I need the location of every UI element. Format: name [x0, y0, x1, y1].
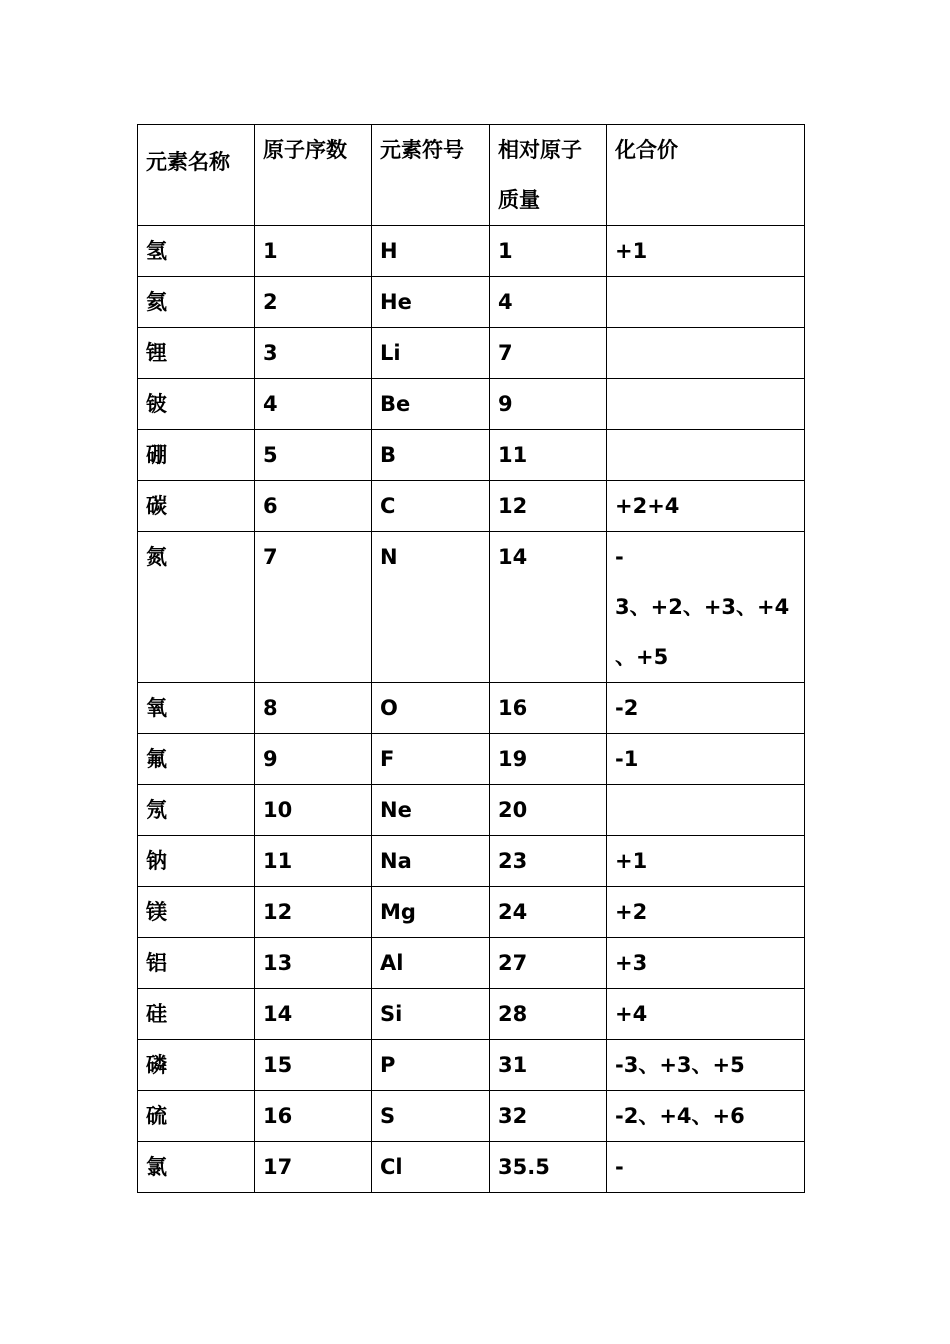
cell-relative-atomic-mass-text: 12 [498, 494, 528, 518]
header-valence [607, 125, 805, 226]
cell-element-name [138, 785, 255, 836]
cell-element-symbol-text: Be [380, 392, 411, 416]
cell-valence-text: +1 [615, 239, 648, 263]
cell-valence [607, 989, 805, 1040]
cell-valence-text [615, 379, 796, 429]
cell-element-name [138, 938, 255, 989]
header-element-symbol [372, 125, 490, 226]
cell-valence-text: -1 [615, 747, 639, 771]
cell-relative-atomic-mass-text: 27 [498, 951, 528, 975]
cell-element-symbol-text: Mg [380, 900, 416, 924]
cell-relative-atomic-mass [490, 328, 607, 379]
cell-element-symbol [372, 277, 490, 328]
cell-atomic-number [255, 430, 372, 481]
cell-valence [607, 532, 805, 683]
cell-element-name-text: 氖 [146, 798, 167, 822]
cell-relative-atomic-mass-text: 31 [498, 1053, 528, 1077]
cell-element-name-text: 氟 [146, 747, 167, 771]
cell-relative-atomic-mass-text: 7 [498, 341, 513, 365]
cell-atomic-number [255, 328, 372, 379]
cell-valence [607, 785, 805, 836]
cell-valence-line: 、+5 [615, 645, 669, 669]
cell-valence [607, 430, 805, 481]
table-body [138, 226, 805, 1193]
cell-relative-atomic-mass [490, 226, 607, 277]
cell-element-symbol [372, 226, 490, 277]
table-row [138, 1040, 805, 1091]
cell-atomic-number [255, 683, 372, 734]
cell-valence [607, 938, 805, 989]
cell-valence-text: -3、+3、+5 [615, 1053, 745, 1077]
table-row [138, 1142, 805, 1193]
table-row [138, 481, 805, 532]
cell-valence [607, 226, 805, 277]
cell-atomic-number-text: 11 [263, 849, 293, 873]
cell-element-name [138, 836, 255, 887]
cell-atomic-number [255, 481, 372, 532]
cell-element-symbol-text: N [380, 545, 398, 569]
cell-element-name-text: 硫 [146, 1104, 167, 1128]
cell-relative-atomic-mass [490, 836, 607, 887]
element-table [137, 124, 805, 1193]
cell-valence-text: +4 [615, 1002, 648, 1026]
table-row [138, 989, 805, 1040]
cell-element-symbol [372, 1040, 490, 1091]
cell-element-name [138, 887, 255, 938]
table-row [138, 532, 805, 683]
cell-element-name [138, 226, 255, 277]
cell-relative-atomic-mass [490, 379, 607, 430]
cell-element-symbol [372, 430, 490, 481]
table-row [138, 887, 805, 938]
cell-element-symbol [372, 887, 490, 938]
cell-atomic-number-text: 3 [263, 341, 278, 365]
cell-valence-text: +3 [615, 951, 648, 975]
cell-atomic-number-text: 17 [263, 1155, 293, 1179]
cell-atomic-number [255, 277, 372, 328]
cell-element-name [138, 683, 255, 734]
cell-valence [607, 836, 805, 887]
cell-relative-atomic-mass [490, 989, 607, 1040]
cell-relative-atomic-mass-text: 14 [498, 545, 528, 569]
table-row [138, 277, 805, 328]
cell-element-symbol [372, 785, 490, 836]
cell-element-symbol-text: H [380, 239, 398, 263]
cell-relative-atomic-mass-text: 11 [498, 443, 528, 467]
cell-valence [607, 1142, 805, 1193]
cell-element-name-text: 硼 [146, 443, 167, 467]
cell-element-symbol-text: Li [380, 341, 401, 365]
cell-valence-line: - [615, 545, 624, 569]
cell-relative-atomic-mass-text: 1 [498, 239, 513, 263]
cell-atomic-number-text: 4 [263, 392, 278, 416]
cell-atomic-number-text: 13 [263, 951, 293, 975]
header-element-name [138, 125, 255, 226]
cell-element-symbol-text: Si [380, 1002, 403, 1026]
cell-element-name [138, 481, 255, 532]
table-row [138, 226, 805, 277]
table-row [138, 1091, 805, 1142]
header-relative-atomic-mass-line1: 相对原子 [498, 138, 582, 162]
cell-relative-atomic-mass-text: 19 [498, 747, 528, 771]
cell-relative-atomic-mass-text: 20 [498, 798, 528, 822]
cell-relative-atomic-mass [490, 277, 607, 328]
cell-valence [607, 887, 805, 938]
cell-atomic-number [255, 1142, 372, 1193]
cell-relative-atomic-mass [490, 1040, 607, 1091]
cell-element-symbol-text: C [380, 494, 396, 518]
cell-valence-text: +1 [615, 849, 648, 873]
table-row [138, 938, 805, 989]
table-row [138, 328, 805, 379]
cell-valence-text: -2 [615, 696, 639, 720]
header-atomic-number [255, 125, 372, 226]
table-row [138, 430, 805, 481]
cell-atomic-number-text: 9 [263, 747, 278, 771]
table-row [138, 785, 805, 836]
cell-atomic-number [255, 785, 372, 836]
cell-element-name [138, 1091, 255, 1142]
table-header-row [138, 125, 805, 226]
cell-element-name-text: 氢 [146, 239, 167, 263]
cell-relative-atomic-mass-text: 35.5 [498, 1155, 550, 1179]
cell-valence-text [615, 328, 796, 378]
cell-element-name [138, 1040, 255, 1091]
cell-element-symbol-text: Cl [380, 1155, 403, 1179]
cell-element-symbol [372, 1091, 490, 1142]
cell-relative-atomic-mass-text: 16 [498, 696, 528, 720]
cell-element-name-text: 镁 [146, 900, 167, 924]
cell-valence-text: +2 [615, 900, 648, 924]
cell-element-name-text: 铝 [146, 951, 167, 975]
cell-element-symbol [372, 734, 490, 785]
cell-relative-atomic-mass [490, 481, 607, 532]
cell-atomic-number [255, 379, 372, 430]
cell-element-symbol [372, 1142, 490, 1193]
cell-valence-text [615, 430, 796, 480]
cell-element-symbol [372, 683, 490, 734]
cell-valence [607, 328, 805, 379]
cell-atomic-number [255, 1091, 372, 1142]
cell-element-symbol [372, 328, 490, 379]
cell-element-symbol-text: Al [380, 951, 404, 975]
cell-element-symbol-text: Na [380, 849, 412, 873]
cell-valence [607, 683, 805, 734]
cell-valence-text: -2、+4、+6 [615, 1104, 745, 1128]
cell-atomic-number-text: 1 [263, 239, 278, 263]
cell-element-name [138, 328, 255, 379]
cell-element-symbol-text: P [380, 1053, 396, 1077]
cell-element-symbol [372, 532, 490, 683]
cell-valence-text: +2+4 [615, 494, 680, 518]
cell-relative-atomic-mass-text: 23 [498, 849, 528, 873]
cell-atomic-number [255, 734, 372, 785]
cell-atomic-number-text: 2 [263, 290, 278, 314]
cell-relative-atomic-mass [490, 532, 607, 683]
cell-element-name-text: 氧 [146, 696, 167, 720]
header-element-name-label: 元素名称 [146, 150, 230, 174]
cell-element-symbol [372, 938, 490, 989]
header-atomic-number-label: 原子序数 [263, 138, 347, 162]
cell-element-name-text: 硅 [146, 1002, 167, 1026]
cell-relative-atomic-mass [490, 683, 607, 734]
cell-element-name [138, 1142, 255, 1193]
cell-relative-atomic-mass [490, 938, 607, 989]
cell-valence [607, 379, 805, 430]
cell-relative-atomic-mass [490, 734, 607, 785]
cell-element-symbol-text: S [380, 1104, 396, 1128]
cell-atomic-number [255, 1040, 372, 1091]
table-row [138, 836, 805, 887]
cell-element-symbol-text: F [380, 747, 395, 771]
cell-atomic-number [255, 532, 372, 683]
cell-element-name-text: 铍 [146, 392, 167, 416]
cell-element-name-text: 氮 [146, 545, 167, 569]
cell-relative-atomic-mass-text: 4 [498, 290, 513, 314]
cell-element-name [138, 277, 255, 328]
cell-atomic-number-text: 5 [263, 443, 278, 467]
cell-element-name-text: 碳 [146, 494, 167, 518]
cell-element-name-text: 磷 [146, 1053, 167, 1077]
cell-element-name-text: 锂 [146, 341, 167, 365]
cell-atomic-number-text: 6 [263, 494, 278, 518]
cell-atomic-number-text: 10 [263, 798, 293, 822]
cell-valence [607, 1040, 805, 1091]
header-relative-atomic-mass-line2: 质量 [498, 188, 540, 212]
cell-atomic-number [255, 836, 372, 887]
cell-atomic-number-text: 7 [263, 545, 278, 569]
cell-element-name-text: 氦 [146, 290, 167, 314]
cell-element-symbol [372, 481, 490, 532]
cell-valence-text [615, 785, 796, 835]
cell-element-symbol-text: O [380, 696, 398, 720]
table-row [138, 683, 805, 734]
header-valence-label: 化合价 [615, 138, 678, 162]
cell-relative-atomic-mass [490, 785, 607, 836]
cell-atomic-number [255, 938, 372, 989]
cell-relative-atomic-mass-text: 32 [498, 1104, 528, 1128]
cell-relative-atomic-mass-text: 9 [498, 392, 513, 416]
cell-element-name [138, 532, 255, 683]
table-row [138, 379, 805, 430]
cell-relative-atomic-mass-text: 24 [498, 900, 528, 924]
cell-element-name-text: 钠 [146, 849, 167, 873]
table-row [138, 734, 805, 785]
cell-element-symbol [372, 836, 490, 887]
cell-valence [607, 277, 805, 328]
cell-valence-line: 3、+2、+3、+4 [615, 595, 790, 619]
cell-atomic-number [255, 887, 372, 938]
cell-valence [607, 734, 805, 785]
cell-element-symbol [372, 379, 490, 430]
cell-atomic-number-text: 15 [263, 1053, 293, 1077]
header-relative-atomic-mass [490, 125, 607, 226]
cell-element-symbol [372, 989, 490, 1040]
cell-element-symbol-text: Ne [380, 798, 412, 822]
cell-valence [607, 1091, 805, 1142]
cell-element-name [138, 989, 255, 1040]
cell-atomic-number-text: 16 [263, 1104, 293, 1128]
cell-valence-text: - [615, 1155, 624, 1179]
cell-atomic-number-text: 12 [263, 900, 293, 924]
cell-element-name [138, 379, 255, 430]
cell-relative-atomic-mass [490, 430, 607, 481]
cell-element-name [138, 734, 255, 785]
cell-relative-atomic-mass [490, 1091, 607, 1142]
cell-relative-atomic-mass [490, 1142, 607, 1193]
cell-element-symbol-text: B [380, 443, 397, 467]
cell-atomic-number-text: 14 [263, 1002, 293, 1026]
cell-atomic-number-text: 8 [263, 696, 278, 720]
cell-valence [607, 481, 805, 532]
header-element-symbol-label: 元素符号 [380, 138, 464, 162]
cell-element-name [138, 430, 255, 481]
cell-relative-atomic-mass-text: 28 [498, 1002, 528, 1026]
cell-element-symbol-text: He [380, 290, 412, 314]
cell-element-name-text: 氯 [146, 1155, 167, 1179]
cell-valence-text [615, 277, 796, 327]
cell-atomic-number [255, 226, 372, 277]
cell-relative-atomic-mass [490, 887, 607, 938]
cell-atomic-number [255, 989, 372, 1040]
